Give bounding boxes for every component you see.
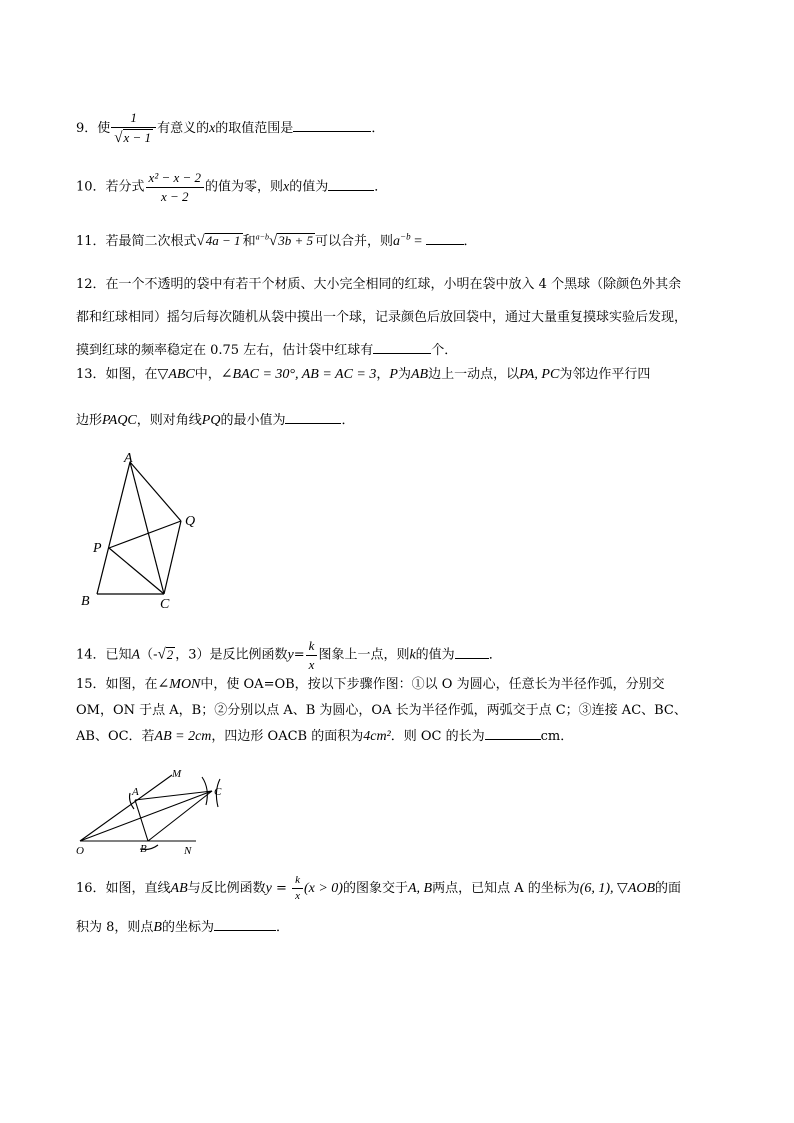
- segment-qc: [164, 521, 181, 594]
- label-m: M: [172, 768, 182, 780]
- segment-bc: [148, 791, 212, 841]
- segment-pc: [109, 548, 164, 594]
- fraction-14: $\frac{k}{x}$: [306, 638, 318, 672]
- question-9: 9．使 $\frac{1}{√x - 1}$ 有意义的x的取值范围是 ．: [76, 110, 385, 146]
- answer-blank-11[interactable]: [426, 232, 464, 245]
- label-c: C: [160, 597, 170, 612]
- question-13-line2: 边形PAQC，则对角线PQ的最小值为 ．: [76, 413, 355, 428]
- segment-ab: [97, 462, 130, 594]
- answer-blank-10[interactable]: [328, 178, 374, 191]
- arc-c1: [202, 777, 207, 805]
- question-12: 12．在一个不透明的袋中有若干个材质、大小完全相同的红球，小明在袋中放入 4 个黑球（除颜色外其余 都和红球相同）摇匀后每次随机从袋中摸出一个球，记录颜色后放回袋中，通过大量重复摸球实验后发现， 摸到红球的频率稳定在 0.75 左右，估计袋中红球有 个．: [76, 277, 688, 358]
- question-10: 10．若分式 $\frac{\text{x² − x − 2}}{x - 2}$ 的值为零，则x的值为 ．: [76, 170, 388, 204]
- answer-blank-16[interactable]: [214, 918, 276, 931]
- label-p: P: [93, 541, 102, 556]
- fraction-9: $\frac{1}{√x - 1}$: [111, 110, 156, 147]
- label-q: Q: [185, 514, 196, 529]
- question-16-line2: 积为 8，则点B的坐标为 ．: [76, 920, 289, 935]
- label-o: O: [76, 845, 84, 857]
- question-16: 16．如图，直线AB与反比例函数y = $\frac{k}{x}$ (x > 0)的图象交于A, B两点，已知点 A 的坐标为(6, 1), ▽AOB的面: [76, 874, 682, 903]
- answer-blank-9[interactable]: [293, 119, 371, 132]
- answer-blank-12[interactable]: [373, 341, 431, 354]
- label-a: A: [124, 451, 133, 466]
- question-11: 11．若最简二次根式√4a − 1 和$^{a-b}$√3b + 5 可以合并，则$a^{-b}$ = ．: [76, 231, 477, 249]
- answer-blank-15[interactable]: [485, 727, 541, 740]
- figure-15-construction: [70, 765, 240, 860]
- fraction-16: $\frac{k}{x}$: [292, 874, 303, 903]
- answer-blank-13[interactable]: [285, 411, 341, 424]
- label-c: C: [214, 786, 222, 798]
- answer-blank-14[interactable]: [455, 646, 489, 659]
- label-a: A: [132, 786, 139, 798]
- fraction-10: $\frac{\text{x² − x − 2}}{x - 2}$: [146, 170, 204, 204]
- question-13: 13．如图，在▽ABC中，∠BAC = 30°, AB = AC = 3，P为AB边上一动点，以PA, PC为邻边作平行四: [76, 367, 651, 382]
- ray-om: [80, 775, 172, 841]
- segment-pq: [109, 521, 181, 548]
- question-15: 15．如图，在∠MON中，使 OA=OB，按以下步骤作图：①以 O 为圆心，任意长为半径作弧，分别交 OM，ON 于点 A，B；②分别以点 A、B 为圆心，OA 长为半径作弧，两弧交于点 C；③连接 AC、BC、 AB、OC．若AB = 2cm，四边形 OACB 的面积为4cm²．则 OC 的长为 cm．: [76, 677, 687, 744]
- label-b: B: [140, 843, 147, 855]
- label-b: B: [81, 594, 90, 609]
- segment-ab: [135, 800, 148, 841]
- question-14: 14．已知A（-√2 ，3）是反比例函数y= $\frac{k}{x}$ 图象上一点，则k的值为 ．: [76, 638, 502, 672]
- label-n: N: [184, 845, 192, 857]
- figure-13-parallelogram: [70, 445, 210, 615]
